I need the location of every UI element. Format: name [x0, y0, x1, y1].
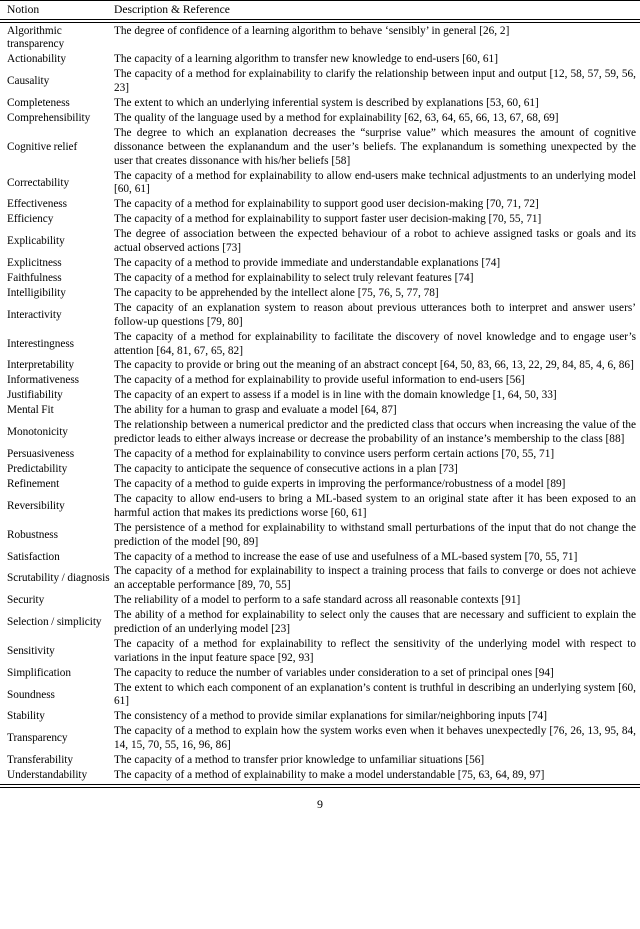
table-row	[0, 565, 640, 594]
table-row	[0, 419, 640, 448]
table-row	[0, 112, 640, 127]
description-cell: The capacity of a method for explainability to facilitate the discovery of novel knowledge and to engage user’s attention [64, 81, 67, 65, 82]	[114, 330, 636, 357]
notion-cell: Effectiveness	[7, 198, 67, 211]
bottom-rule-line-1	[0, 784, 640, 785]
description-cell: The consistency of a method to provide similar explanations for similar/neighboring inputs [74]	[114, 710, 547, 723]
notion-cell: Transferability	[7, 754, 73, 767]
notion-cell: Explicability	[7, 235, 65, 248]
description-cell: The degree of association between the expected behaviour of a robot to achieve assigned tasks or goals and its actual observed actions [73]	[114, 228, 636, 255]
table-row	[0, 271, 640, 286]
notion-cell: Cognitive relief	[7, 140, 78, 153]
description-cell: The capacity of a method to guide experts in improving the performance/robustness of a model [89]	[114, 478, 566, 491]
table-row	[0, 609, 640, 638]
table-row	[0, 637, 640, 666]
notion-cell: Transparency	[7, 732, 68, 745]
notion-cell: Correctability	[7, 176, 70, 189]
description-cell: The capacity to reduce the number of variables under consideration to a set of principal ones [94]	[114, 666, 554, 679]
table-row	[0, 53, 640, 68]
notion-cell: Robustness	[7, 528, 58, 541]
description-cell: The capacity of an explanation system to reason about previous utterances both to interpret and answer users’ follow-up questions [79, 80]	[114, 301, 636, 328]
description-cell: The capacity of a method for explainability to allow end-users make technical adjustments to an underlying model [60, 61]	[114, 169, 636, 196]
notion-cell: Causality	[7, 75, 50, 88]
description-cell: The capacity of a method for explainability to select truly relevant features [74]	[114, 272, 474, 285]
notion-cell: Stability	[7, 710, 45, 723]
table-row	[0, 198, 640, 213]
description-cell: The capacity of a method of explainability to make a model understandable [75, 63, 64, 89, 97]	[114, 769, 545, 782]
description-cell: The quality of the language used by a method for explainability [62, 63, 64, 65, 66, 13, 67, 68, 69]	[114, 112, 559, 125]
table-row	[0, 97, 640, 112]
description-cell: The relationship between a numerical predictor and the predicted class that occurs when increasing the value of the predictor leads to either always increase or decrease the probability of an instance’s membership to the class [88]	[114, 419, 636, 446]
table-row	[0, 521, 640, 550]
table-row	[0, 448, 640, 463]
table-row	[0, 666, 640, 681]
description-cell: The capacity of a learning algorithm to transfer new knowledge to end-users [60, 61]	[114, 53, 498, 66]
notion-cell: Reversibility	[7, 499, 65, 512]
description-cell: The reliability of a model to perform to a safe standard across all reasonable contexts [91]	[114, 594, 521, 607]
notion-cell: Soundness	[7, 688, 55, 701]
table-row	[0, 477, 640, 492]
notion-cell: Completeness	[7, 97, 70, 110]
table-row	[0, 594, 640, 609]
table-row	[0, 710, 640, 725]
notion-cell: Persuasiveness	[7, 448, 75, 461]
table-row	[0, 228, 640, 257]
table-row	[0, 754, 640, 769]
notion-cell: Efficiency	[7, 213, 54, 226]
column-header-notion: Notion	[7, 3, 40, 16]
notion-cell: Intelligibility	[7, 287, 66, 299]
table-row	[0, 286, 640, 301]
notion-cell: Algorithmic transparency	[7, 24, 65, 51]
notion-cell: Actionability	[7, 53, 66, 66]
notion-cell: Simplification	[7, 666, 71, 679]
page-number: 9	[317, 797, 323, 812]
table-bottom-rule	[0, 784, 640, 788]
table-row	[0, 404, 640, 419]
description-cell: The degree to which an explanation decreases the “surprise value” which measures the amount of cognitive dissonance between the explanandum and the user’s beliefs. The explanandum is something unexpected by the user that creates dissonance with his/her beliefs [58]	[114, 127, 636, 167]
description-cell: The capacity of a method to increase the ease of use and usefulness of a ML-based system [70, 55, 71]	[114, 550, 578, 563]
header-rule-line-1	[0, 19, 640, 20]
notion-cell: Understandability	[7, 769, 88, 782]
description-cell: The capacity of a method to explain how the system works even when it behaves unexpectedly [76, 26, 13, 95, 84, 14, 15, 70, 55, 16, 96, 86]	[114, 725, 636, 752]
notion-cell: Explicitness	[7, 257, 62, 270]
description-cell: The extent to which each component of an explanation’s content is truthful in describing an underlying system [60, 61]	[114, 681, 636, 708]
notion-cell: Security	[7, 594, 45, 607]
notion-cell: Selection / simplicity	[7, 616, 102, 629]
description-cell: The ability of a method for explainability to select only the causes that are necessary and sufficient to explain the prediction of an underlying model [23]	[114, 609, 636, 635]
notion-cell: Monotonicity	[7, 426, 68, 439]
table-row	[0, 301, 640, 330]
description-cell: The capacity of a method for explainability to reflect the sensitivity of the underlying model with respect to variations in the input feature space [92, 93]	[114, 637, 636, 664]
table-row	[0, 769, 640, 784]
notion-cell: Sensitivity	[7, 644, 55, 657]
description-cell: The capacity of a method for explainability to support faster user decision-making [70, 55, 71]	[114, 213, 542, 226]
notion-cell: Interactivity	[7, 308, 62, 321]
notion-cell: Refinement	[7, 478, 60, 491]
description-cell: The degree of confidence of a learning algorithm to behave ‘sensibly’ in general [26, 2]	[114, 24, 510, 37]
table-row	[0, 127, 640, 170]
notion-cell: Interpretability	[7, 359, 74, 372]
description-cell: The capacity to anticipate the sequence of consecutive actions in a plan [73]	[114, 463, 458, 476]
notion-cell: Informativeness	[7, 374, 80, 387]
table-row	[0, 68, 640, 97]
table-row	[0, 725, 640, 754]
table-row	[0, 374, 640, 389]
description-cell: The persistence of a method for explainability to withstand small perturbations of the input that do not change the prediction of the model [90, 89]	[114, 521, 636, 548]
notion-cell: Faithfulness	[7, 272, 62, 285]
description-cell: The extent to which an underlying inferential system is described by explanations [53, 60, 61]	[114, 97, 539, 110]
table-row	[0, 213, 640, 228]
description-cell: The capacity of a method to transfer prior knowledge to unfamiliar situations [56]	[114, 754, 485, 767]
description-cell: The capacity of an expert to assess if a model is in line with the domain knowledge [1, 64, 50, 33]	[114, 389, 557, 402]
table-row	[0, 330, 640, 359]
notion-cell: Comprehensibility	[7, 112, 91, 125]
table-row	[0, 359, 640, 374]
notion-cell: Mental Fit	[7, 404, 54, 417]
table-row	[0, 492, 640, 521]
notion-cell: Satisfaction	[7, 550, 60, 563]
description-cell: The capacity of a method for explainability to inspect a training process that fails to converge or does not achieve an acceptable performance [89, 70, 55]	[114, 565, 636, 592]
notion-cell: Justifiability	[7, 389, 63, 402]
description-cell: The ability for a human to grasp and evaluate a model [64, 87]	[114, 404, 397, 417]
table-header-row	[0, 1, 640, 19]
table-row	[0, 550, 640, 565]
bottom-rule-line-2	[0, 787, 640, 788]
description-cell: The capacity to allow end-users to bring a ML-based system to an original state after it has been exposed to an harmful action that makes its predictions worse [60, 61]	[114, 493, 636, 519]
table-row	[0, 462, 640, 477]
description-cell: The capacity of a method to provide immediate and understandable explanations [74]	[114, 257, 501, 270]
description-cell: The capacity of a method for explainability to clarify the relationship between input and output [12, 58, 57, 59, 56, 23]	[114, 68, 636, 95]
description-cell: The capacity of a method for explainability to convince users perform certain actions [70, 55, 71]	[114, 448, 555, 461]
table-row	[0, 681, 640, 710]
table-header	[0, 1, 640, 25]
notion-cell: Scrutability / diagnosis	[7, 572, 110, 585]
table-row	[0, 24, 640, 53]
column-header-description: Description & Reference	[114, 3, 230, 16]
description-cell: The capacity of a method for explainability to provide useful information to end-users [56]	[114, 374, 525, 387]
description-cell: The capacity of a method for explainability to support good user decision-making [70, 71, 72]	[114, 198, 539, 211]
notion-cell: Predictability	[7, 463, 68, 476]
table-row	[0, 169, 640, 198]
description-cell: The capacity to be apprehended by the intellect alone [75, 76, 5, 77, 78]	[114, 287, 439, 299]
notion-cell: Interestingness	[7, 337, 75, 350]
table-row	[0, 256, 640, 271]
description-cell: The capacity to provide or bring out the meaning of an abstract concept [64, 50, 83, 66, 13, 22, 29, 84, 85, 4, 6, 86]	[114, 359, 634, 372]
table-row	[0, 389, 640, 404]
table-body	[0, 24, 640, 783]
